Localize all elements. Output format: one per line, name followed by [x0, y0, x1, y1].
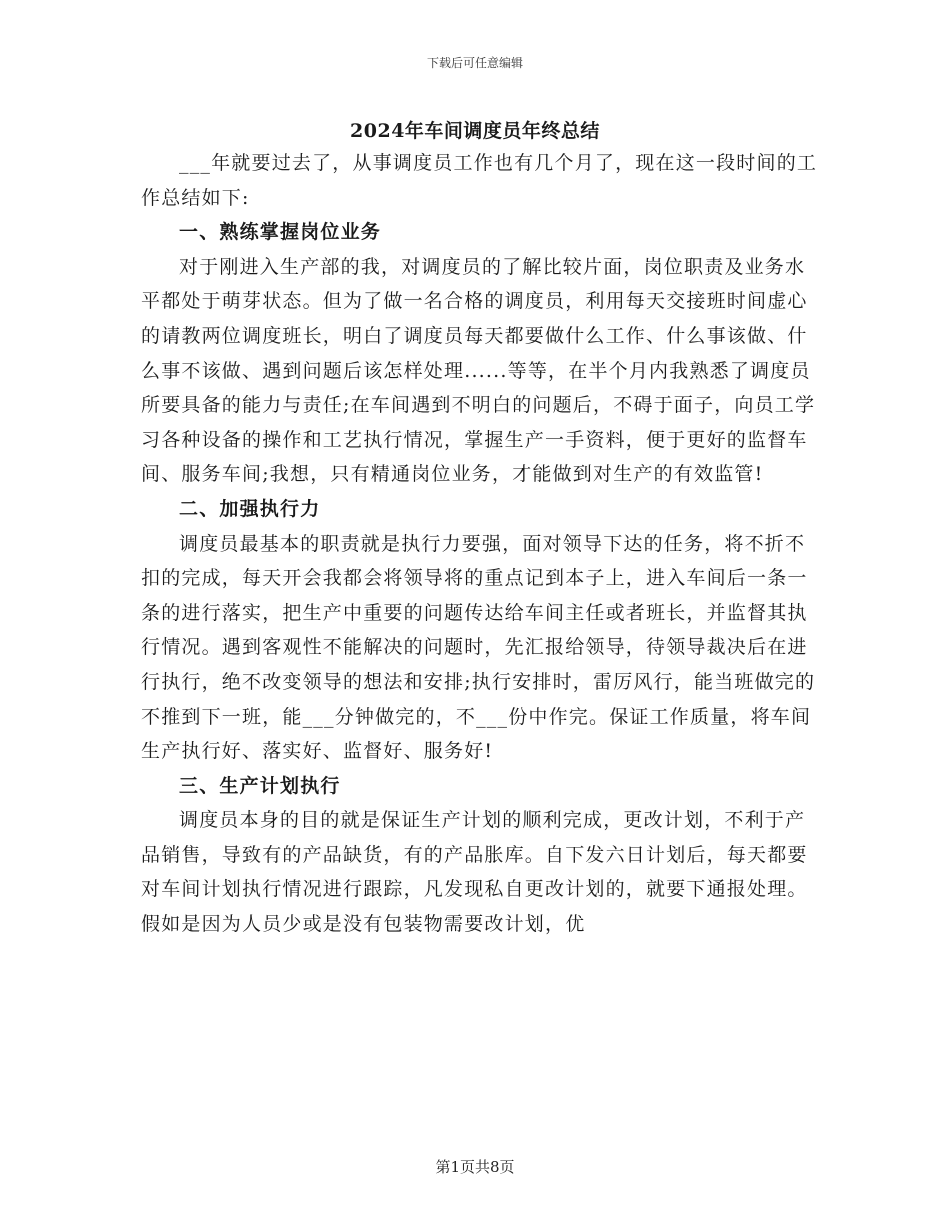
document-body: [141, 146, 821, 942]
page-number-footer: 第1页共8页: [435, 1158, 515, 1176]
document-title: 2024年车间调度员年终总结: [350, 120, 600, 142]
header-note: 下载后可任意编辑: [426, 56, 523, 70]
section-body-1: 对于刚进入生产部的我，对调度员的了解比较片面，岗位职责及业务水平都处于萌芽状态。但为了做一名合格的调度员，利用每天交接班时间虚心的请教两位调度班长，明白了调度员每天都要做什么工作、什么事该做、什么事不该做、遇到问题后该怎样处理......等等，在半个月内我熟悉了调度员所要具备的能力与责任;在车间遇到不明白的问题后，不碍于面子，向员工学习各种设备的操作和工艺执行情况，掌握生产一手资料，便于更好的监督车间、服务车间;我想，只有精通岗位业务，才能做到对生产的有效监管!: [141, 255, 816, 486]
section-heading-2: 二、加强执行力: [179, 497, 321, 520]
intro-paragraph: ___年就要过去了，从事调度员工作也有几个月了，现在这一段时间的工作总结如下:: [141, 152, 818, 209]
section-heading-1: 一、熟练掌握岗位业务: [179, 221, 382, 244]
section-heading-3: 三、生产计划执行: [179, 774, 341, 797]
section-body-2: 调度员最基本的职责就是执行力要强，面对领导下达的任务，将不折不扣的完成，每天开会我都会将领导将的重点记到本子上，进入车间后一条一条的进行落实，把生产中重要的问题传达给车间主任或者班长，并监督其执行情况。遇到客观性不能解决的问题时，先汇报给领导，待领导裁决后在进行执行，绝不改变领导的想法和安排;执行安排时，雷厉风行，能当班做完的不推到下一班，能___分钟做完的，不___份中作完。保证工作质量，将车间生产执行好、落实好、监督好、服务好!: [141, 532, 816, 763]
section-body-3: 调度员本身的目的就是保证生产计划的顺利完成，更改计划，不利于产品销售，导致有的产品缺货，有的产品胀库。自下发六日计划后，每天都要对车间计划执行情况进行跟踪，凡发现私自更改计划的，就要下通报处理。假如是因为人员少或是没有包装物需要改计划，优: [141, 809, 808, 936]
